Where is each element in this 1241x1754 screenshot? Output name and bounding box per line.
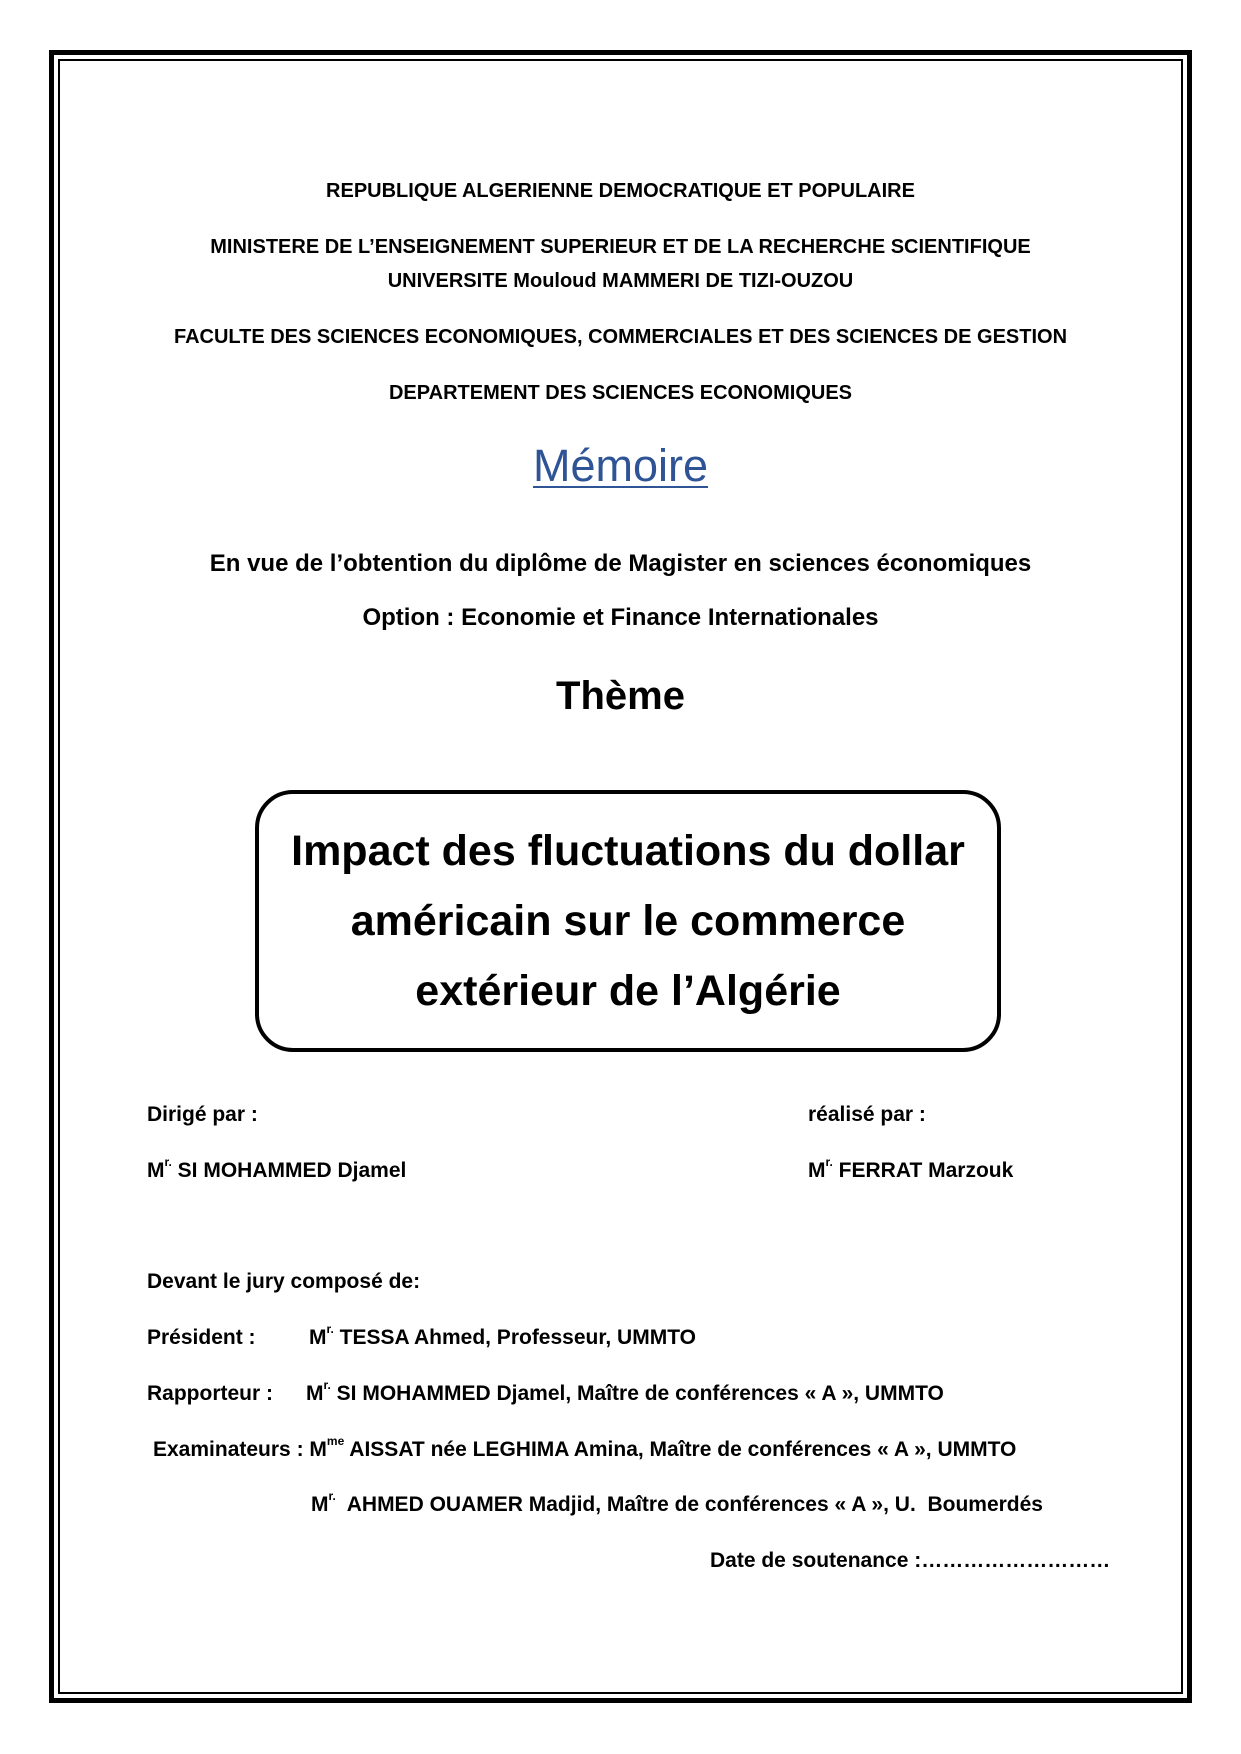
option-line: Option : Economie et Finance Internationales bbox=[362, 604, 879, 631]
theme-label: Thème bbox=[556, 674, 685, 718]
directed-by-label: Dirigé par : bbox=[147, 1103, 258, 1126]
jury-examiner-2: $M^{r.}$ AHMED OUAMER Madjid, Maître de conférences « A », U. Boumerdés bbox=[311, 1489, 1043, 1516]
republic-line: REPUBLIQUE ALGERIENNE DEMOCRATIQUE ET POPULAIRE bbox=[326, 180, 915, 202]
jury-president-role: Président : bbox=[147, 1326, 256, 1349]
faculty-line: FACULTE DES SCIENCES ECONOMIQUES, COMMERCIALES ET DES SCIENCES DE GESTION bbox=[173, 326, 1068, 348]
department-line: DEPARTEMENT DES SCIENCES ECONOMIQUES bbox=[388, 382, 853, 404]
thesis-title-line-1: Impact des fluctuations du dollar bbox=[291, 827, 965, 875]
jury-rapporteur-name: $M^{r.}$ SI MOHAMMED Djamel, Maître de conférences « A », UMMTO bbox=[306, 1378, 944, 1405]
jury-examiner-1: Examinateurs : $M^{me}$ AISSAT née LEGHIMA Amina, Maître de conférences « A », UMMTO bbox=[153, 1434, 1017, 1461]
ministry-line: MINISTERE DE L’ENSEIGNEMENT SUPERIEUR ET DE LA RECHERCHE SCIENTIFIQUE bbox=[210, 236, 1031, 258]
memoire-heading bbox=[0, 440, 1241, 492]
jury-examiner-role: Examinateurs : bbox=[153, 1438, 310, 1461]
thesis-title-line-3: extérieur de l’Algérie bbox=[415, 967, 841, 1015]
realized-by-label: réalisé par : bbox=[808, 1103, 926, 1126]
supervisor-name: $M^{r.}$ SI MOHAMMED Djamel bbox=[147, 1155, 407, 1182]
author-name: $M^{r.}$ FERRAT Marzouk bbox=[808, 1155, 1014, 1182]
defense-date-line: Date de soutenance :……………………… bbox=[710, 1549, 1111, 1572]
university-line: UNIVERSITE Mouloud MAMMERI DE TIZI-OUZOU bbox=[387, 270, 854, 292]
jury-president-name: $M^{r.}$ TESSA Ahmed, Professeur, UMMTO bbox=[309, 1322, 696, 1349]
thesis-title-box bbox=[255, 790, 1001, 1052]
jury-rapporteur-role: Rapporteur : bbox=[147, 1382, 273, 1405]
jury-heading: Devant le jury composé de: bbox=[147, 1270, 421, 1293]
memoire-text: Mémoire bbox=[532, 440, 709, 491]
thesis-title-line-2: américain sur le commerce bbox=[350, 897, 906, 945]
degree-line: En vue de l’obtention du diplôme de Magister en sciences économiques bbox=[209, 550, 1032, 577]
